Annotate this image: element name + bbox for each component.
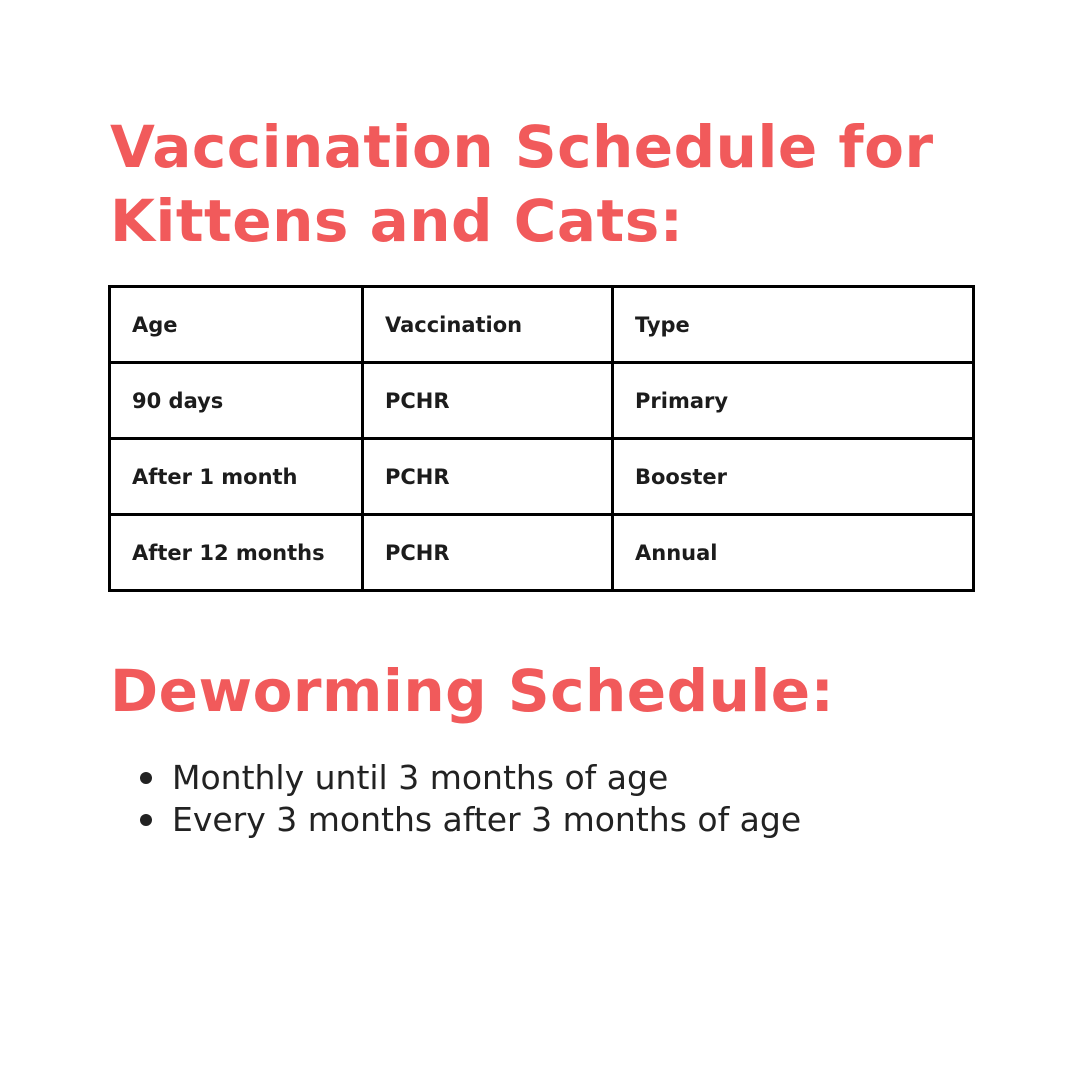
deworming-list <box>172 757 1032 841</box>
cell-vaccination: PCHR <box>363 439 613 515</box>
header-vaccination: Vaccination <box>363 287 613 363</box>
cell-type: Booster <box>613 439 974 515</box>
cell-age: After 1 month <box>110 439 363 515</box>
cell-type: Annual <box>613 515 974 591</box>
bullet-icon <box>140 772 152 784</box>
cell-age: 90 days <box>110 363 363 439</box>
vaccination-table <box>108 285 975 592</box>
cell-vaccination: PCHR <box>363 515 613 591</box>
cell-vaccination: PCHR <box>363 363 613 439</box>
cell-age: After 12 months <box>110 515 363 591</box>
list-item-text: Every 3 months after 3 months of age <box>172 800 802 839</box>
deworming-schedule-title: Deworming Schedule: <box>110 657 835 725</box>
header-type: Type <box>613 287 974 363</box>
table-row <box>110 439 974 515</box>
header-age: Age <box>110 287 363 363</box>
vaccination-schedule-title: Vaccination Schedule for Kittens and Cats: <box>110 113 934 255</box>
bullet-icon <box>140 814 152 826</box>
list-item <box>172 757 1032 799</box>
table-row <box>110 363 974 439</box>
table-row <box>110 515 974 591</box>
list-item <box>172 799 1032 841</box>
cell-type: Primary <box>613 363 974 439</box>
list-item-text: Monthly until 3 months of age <box>172 758 669 797</box>
table-header-row <box>110 287 974 363</box>
